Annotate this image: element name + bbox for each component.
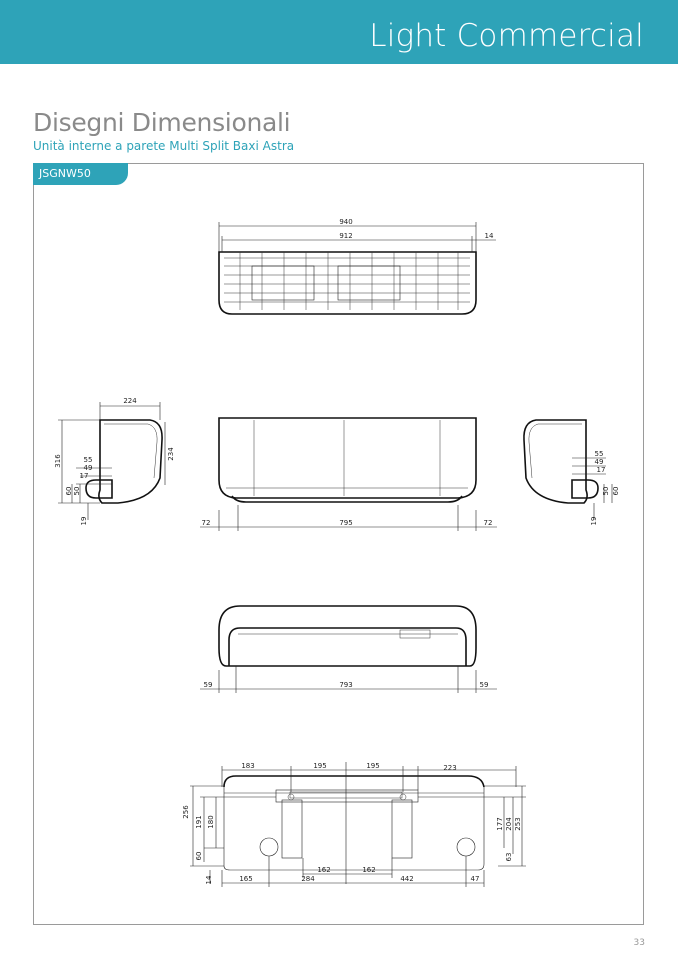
- dim-front-72-left: 72: [201, 519, 211, 527]
- dim-left-50: 50: [73, 486, 81, 496]
- dim-mount-47: 47: [470, 875, 480, 883]
- dim-mount-60: 60: [195, 851, 203, 861]
- dim-top-940: 940: [339, 218, 353, 226]
- dim-bottom-59-left: 59: [203, 681, 213, 689]
- dim-mount-223: 223: [443, 764, 457, 772]
- dim-left-55: 55: [83, 456, 93, 464]
- left-side-drawing: [54, 397, 175, 525]
- dim-mount-442: 442: [400, 875, 414, 883]
- dim-right-17: 17: [596, 466, 606, 474]
- dim-left-19: 19: [80, 516, 88, 526]
- dim-mount-165: 165: [239, 875, 253, 883]
- front-view-drawing: [200, 418, 497, 531]
- mounting-plate-drawing: [182, 762, 526, 887]
- dim-mount-162-right: 162: [362, 866, 376, 874]
- dim-top-912: 912: [339, 232, 353, 240]
- dim-mount-195-right: 195: [366, 762, 380, 770]
- dim-mount-180: 180: [207, 815, 215, 829]
- dim-bottom-59-right: 59: [479, 681, 489, 689]
- dim-right-55: 55: [594, 450, 604, 458]
- dim-left-316: 316: [54, 454, 62, 468]
- dim-left-17: 17: [79, 472, 89, 480]
- dim-mount-183: 183: [241, 762, 255, 770]
- dim-top-14: 14: [484, 232, 494, 240]
- dim-bottom-793: 793: [339, 681, 353, 689]
- dim-mount-177: 177: [496, 817, 504, 831]
- dim-right-49: 49: [594, 458, 604, 466]
- right-side-drawing: [524, 420, 620, 525]
- dim-right-50: 50: [602, 486, 610, 496]
- dim-front-72-right: 72: [483, 519, 493, 527]
- dim-mount-253: 253: [514, 817, 522, 831]
- dim-left-234: 234: [167, 447, 175, 461]
- bottom-view-drawing: [200, 606, 497, 693]
- dim-mount-63: 63: [505, 852, 513, 862]
- dim-left-49: 49: [83, 464, 93, 472]
- dim-mount-204: 204: [505, 817, 513, 831]
- dim-mount-256: 256: [182, 805, 190, 819]
- dim-mount-14: 14: [205, 875, 213, 885]
- header-title: Light Commercial: [369, 18, 644, 54]
- dim-mount-195-left: 195: [313, 762, 327, 770]
- dim-left-60: 60: [65, 486, 73, 496]
- page-subtitle: Unità interne a parete Multi Split Baxi Astra: [33, 139, 295, 153]
- model-label: JSGNW50: [39, 167, 91, 180]
- dim-left-224: 224: [123, 397, 137, 405]
- page-title: Disegni Dimensionali: [33, 108, 291, 137]
- dim-mount-162-left: 162: [317, 866, 331, 874]
- top-view-drawing: [219, 218, 496, 314]
- dim-right-60: 60: [612, 486, 620, 496]
- dim-mount-191: 191: [195, 815, 203, 829]
- dim-right-19: 19: [590, 516, 598, 526]
- page-number: 33: [633, 938, 645, 948]
- dim-front-795: 795: [339, 519, 353, 527]
- dim-mount-284: 284: [301, 875, 315, 883]
